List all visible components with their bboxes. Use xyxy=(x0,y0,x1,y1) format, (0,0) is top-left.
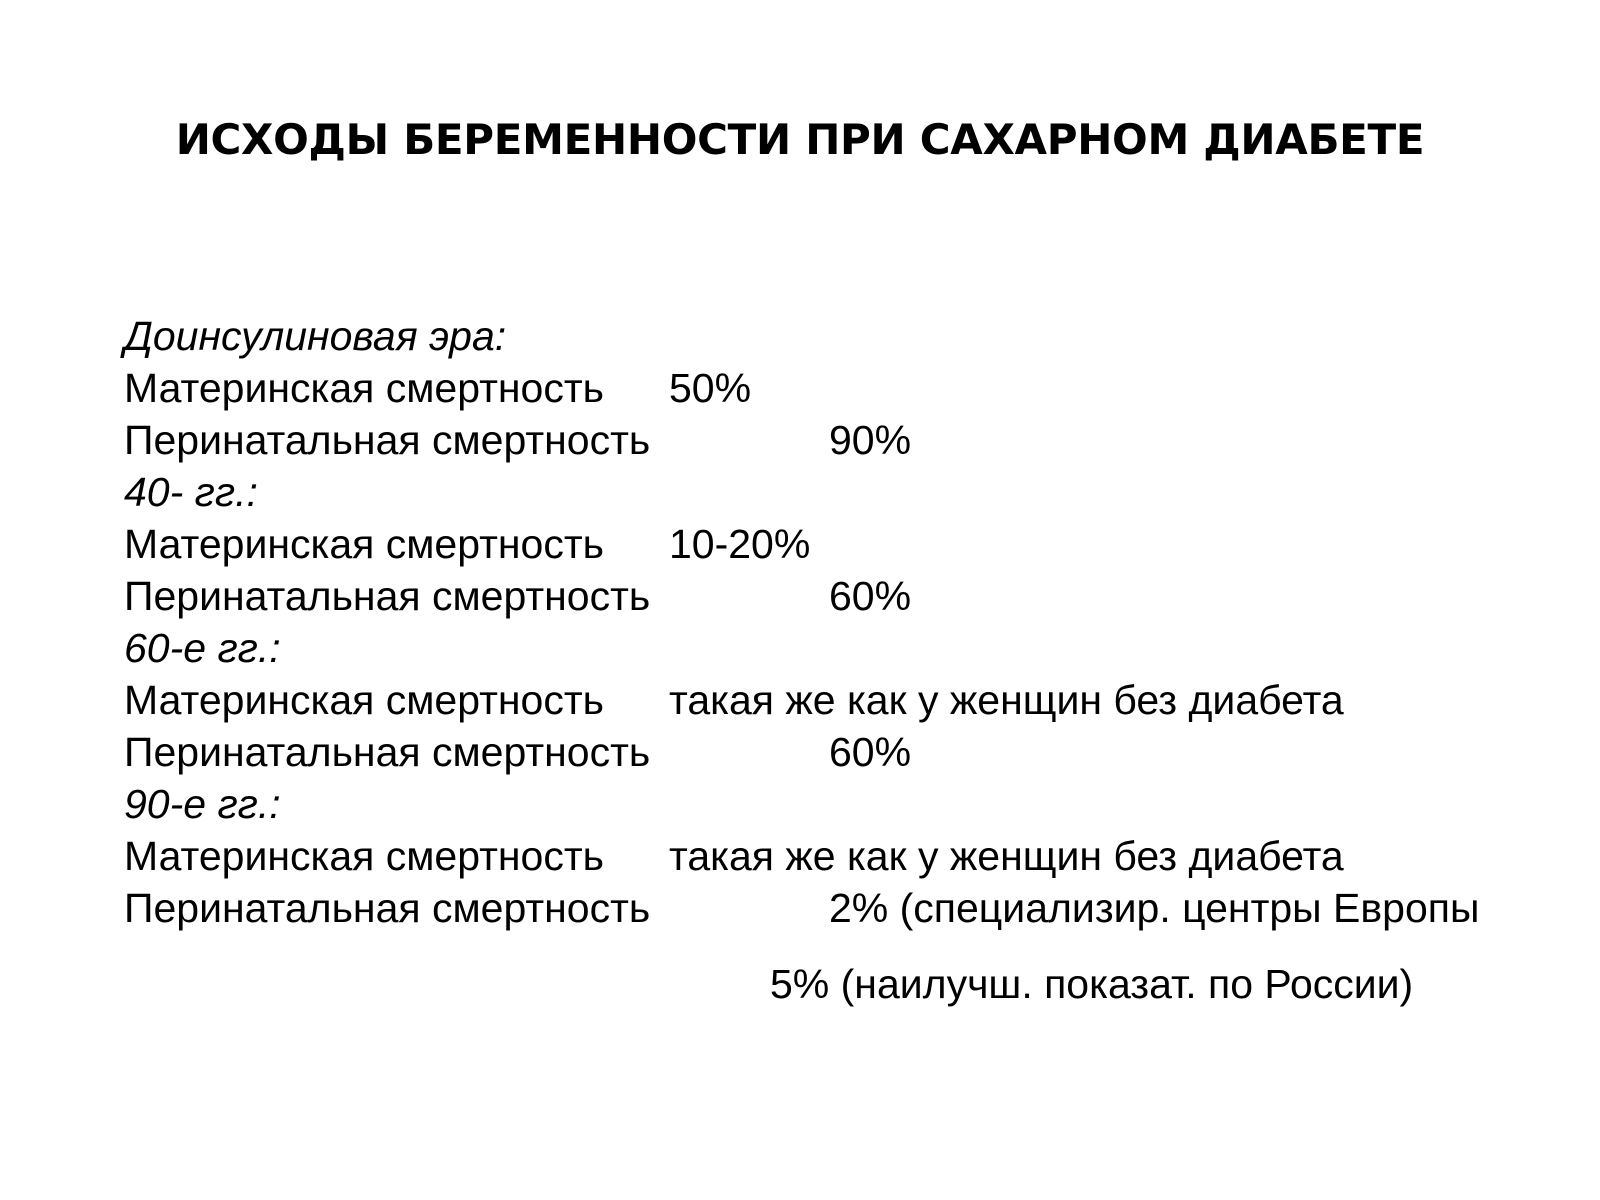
perinatal-mortality-value: 60% xyxy=(829,573,912,619)
maternal-mortality-value: 50% xyxy=(669,365,752,411)
perinatal-mortality-row xyxy=(124,882,1584,934)
era-heading-preinsulin xyxy=(124,310,1584,362)
era-heading-90s xyxy=(124,778,1584,830)
era-label: 40- гг.: xyxy=(124,469,258,515)
perinatal-mortality-label: Перинатальная смертность xyxy=(124,573,651,619)
perinatal-mortality-row xyxy=(124,414,1584,466)
perinatal-mortality-value: 2% (специализир. центры Европы xyxy=(829,885,1480,931)
russia-best-indicator-note: 5% (наилучш. показат. по России) xyxy=(770,961,1414,1007)
perinatal-mortality-label: Перинатальная смертность xyxy=(124,729,651,775)
perinatal-mortality-row xyxy=(124,726,1584,778)
maternal-mortality-value: такая же как у женщин без диабета xyxy=(669,833,1344,879)
era-heading-40s xyxy=(124,466,1584,518)
maternal-mortality-row xyxy=(124,830,1584,882)
perinatal-mortality-row xyxy=(124,570,1584,622)
perinatal-mortality-label: Перинатальная смертность xyxy=(124,885,651,931)
maternal-mortality-row xyxy=(124,518,1584,570)
perinatal-mortality-value: 60% xyxy=(829,729,912,775)
maternal-mortality-label: Материнская смертность xyxy=(124,521,604,567)
era-label: 60-е гг.: xyxy=(124,625,281,671)
era-heading-60s xyxy=(124,622,1584,674)
maternal-mortality-label: Материнская смертность xyxy=(124,677,604,723)
era-label: 90-е гг.: xyxy=(124,781,281,827)
maternal-mortality-label: Материнская смертность xyxy=(124,833,604,879)
maternal-mortality-row xyxy=(124,362,1584,414)
era-label: Доинсулиновая эра: xyxy=(124,313,507,359)
maternal-mortality-row xyxy=(124,674,1584,726)
maternal-mortality-value: такая же как у женщин без диабета xyxy=(669,677,1344,723)
perinatal-mortality-label: Перинатальная смертность xyxy=(124,417,651,463)
perinatal-mortality-value: 90% xyxy=(829,417,912,463)
slide-title: ИСХОДЫ БЕРЕМЕННОСТИ ПРИ САХАРНОМ ДИАБЕТЕ xyxy=(175,115,1425,164)
slide-content xyxy=(124,310,1584,934)
maternal-mortality-label: Материнская смертность xyxy=(124,365,604,411)
maternal-mortality-value: 10-20% xyxy=(669,521,811,567)
